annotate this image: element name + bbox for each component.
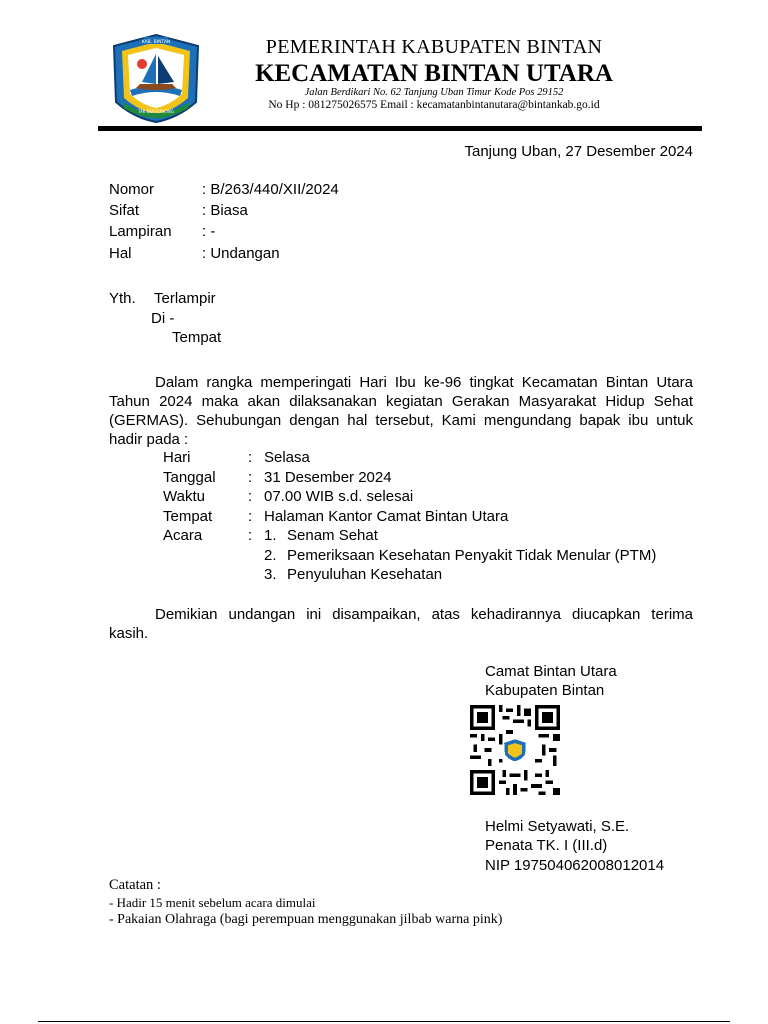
event-value: Halaman Kantor Camat Bintan Utara <box>264 508 509 525</box>
event-value: 07.00 WIB s.d. selesai <box>264 488 414 505</box>
event-colon: : <box>248 527 253 544</box>
signatory-nip: NIP 197504062008012014 <box>485 857 665 874</box>
agenda-item: Penyuluhan Kesehatan <box>287 566 443 583</box>
letterhead-government: PEMERINTAH KABUPATEN BINTAN <box>265 36 603 58</box>
recipient-name: Terlampir <box>154 290 216 307</box>
signatory-rank: Penata TK. I (III.d) <box>485 837 608 854</box>
recipient-place: Tempat <box>172 329 222 346</box>
event-value: 31 Desember 2024 <box>264 469 392 486</box>
event-colon: : <box>248 508 253 525</box>
meta-value: : B/263/440/XII/2024 <box>202 181 339 198</box>
event-label: Tanggal <box>163 469 216 486</box>
closing-line: kasih. <box>109 625 149 642</box>
meta-label: Hal <box>109 245 132 262</box>
event-label: Hari <box>163 449 191 466</box>
body-line: Tahun 2024 maka akan dilaksanakan kegiatan Gerakan Masyarakat Hidup Sehat <box>109 393 693 410</box>
letterhead-district: KECAMATAN BINTAN UTARA <box>255 60 613 87</box>
meta-value: : Undangan <box>202 245 280 262</box>
letterhead-contact: No Hp : 081275026575 Email : kecamatanbintanutara@bintankab.go.id <box>268 99 600 111</box>
closing-line: Demikian undangan ini disampaikan, atas kehadirannya diucapkan terima <box>155 606 693 623</box>
agenda-number: 2. <box>264 547 277 564</box>
emblem-banner-text: KAB. BINTAN <box>141 40 171 45</box>
meta-value: : - <box>202 223 216 240</box>
event-label: Acara <box>163 527 203 544</box>
meta-label: Lampiran <box>109 223 172 240</box>
event-colon: : <box>248 449 253 466</box>
footer-divider <box>38 1021 730 1022</box>
notes-heading: Catatan : <box>109 877 161 893</box>
note-item: - Hadir 15 menit sebelum acara dimulai <box>109 895 316 910</box>
letterhead-address: Jalan Berdikari No. 62 Tanjung Uban Timur Kode Pos 29152 <box>304 87 564 98</box>
body-line: hadir pada : <box>109 431 189 448</box>
body-line: Dalam rangka memperingati Hari Ibu ke-96 tingkat Kecamatan Bintan Utara <box>155 374 693 391</box>
event-label: Waktu <box>163 488 205 505</box>
meta-label: Sifat <box>109 202 140 219</box>
event-colon: : <box>248 469 253 486</box>
agenda-number: 1. <box>264 527 277 544</box>
recipient-di: Di - <box>151 310 175 327</box>
signatory-title: Camat Bintan Utara <box>485 663 617 680</box>
letterhead-divider <box>98 126 702 131</box>
event-colon: : <box>248 488 253 505</box>
signatory-region: Kabupaten Bintan <box>485 682 605 699</box>
bintan-regency-emblem <box>108 32 204 124</box>
recipient-salutation: Yth. <box>109 290 136 307</box>
signatory-name: Helmi Setyawati, S.E. <box>485 818 630 835</box>
qr-code-signature <box>470 705 560 795</box>
event-label: Tempat <box>163 508 213 525</box>
agenda-item: Pemeriksaan Kesehatan Penyakit Tidak Menular (PTM) <box>287 547 657 564</box>
agenda-number: 3. <box>264 566 277 583</box>
letter-date: Tanjung Uban, 27 Desember 2024 <box>464 143 693 160</box>
event-value: Selasa <box>264 449 310 466</box>
body-line: (GERMAS). Sehubungan dengan hal tersebut, Kami mengundang bapak ibu untuk <box>109 412 693 429</box>
note-item: - Pakaian Olahraga (bagi perempuan menggunakan jilbab warna pink) <box>109 912 503 927</box>
meta-label: Nomor <box>109 181 155 198</box>
agenda-item: Senam Sehat <box>287 527 378 544</box>
meta-value: : Biasa <box>202 202 248 219</box>
emblem-motto-text: TAK BERGUNCING <box>138 109 174 114</box>
